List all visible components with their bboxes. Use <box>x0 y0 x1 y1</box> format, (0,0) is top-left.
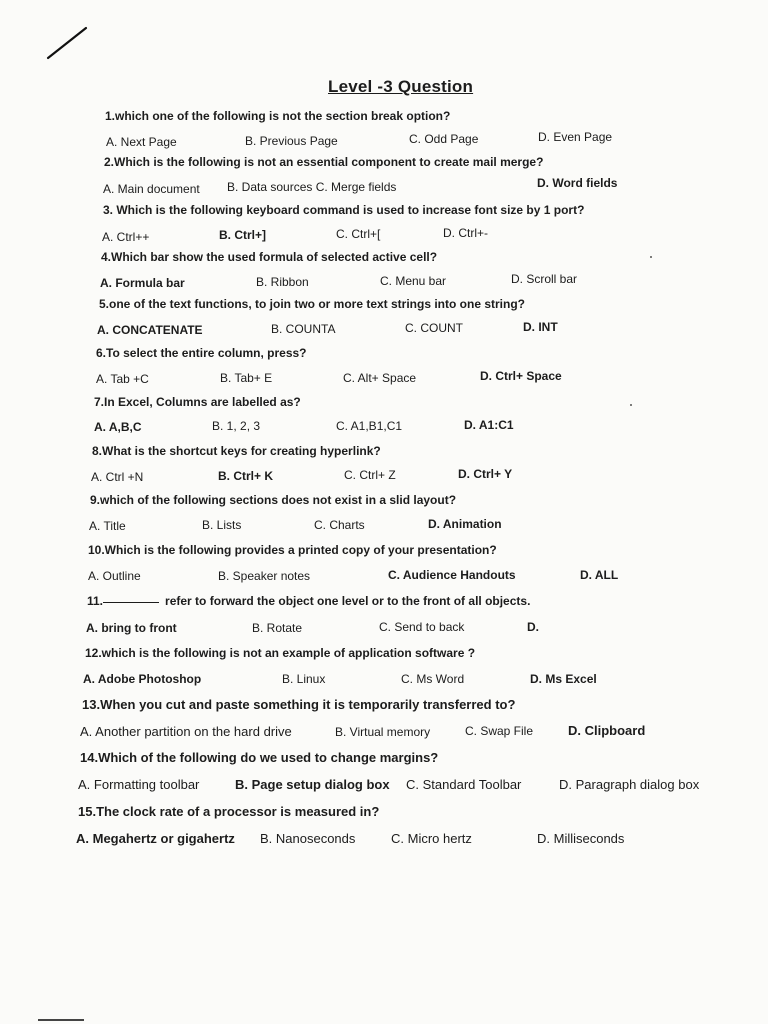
q7-option-b: B. 1, 2, 3 <box>212 419 261 433</box>
q8-option-c: C. Ctrl+ Z <box>344 468 396 482</box>
question-9: 9.which of the following sections does not exist in a slid layout? <box>90 493 457 507</box>
q15-option-a: A. Megahertz or gigahertz <box>76 831 235 846</box>
scan-speck <box>650 256 652 258</box>
q10-option-a: A. Outline <box>88 569 141 583</box>
question-7: 7.In Excel, Columns are labelled as? <box>94 395 301 409</box>
q4-option-a: A. Formula bar <box>100 276 185 290</box>
q9-option-b: B. Lists <box>202 518 242 532</box>
q15-option-d: D. Milliseconds <box>537 831 625 846</box>
q8-option-a: A. Ctrl +N <box>91 470 144 484</box>
q14-option-a: A. Formatting toolbar <box>78 777 200 792</box>
question-1: 1.which one of the following is not the section break option? <box>105 109 451 123</box>
q7-option-d: D. A1:C1 <box>464 418 514 432</box>
q13-option-c: C. Swap File <box>465 724 534 738</box>
q3-option-d: D. Ctrl+- <box>443 226 488 240</box>
q3-option-c: C. Ctrl+[ <box>336 227 381 241</box>
q3-option-a: A. Ctrl++ <box>102 230 150 244</box>
q14-option-c: C. Standard Toolbar <box>406 777 522 792</box>
scan-speck <box>630 404 632 406</box>
question-8: 8.What is the shortcut keys for creating hyperlink? <box>92 444 381 458</box>
q9-option-c: C. Charts <box>314 518 365 532</box>
q10-option-b: B. Speaker notes <box>218 569 311 583</box>
q1-option-c: C. Odd Page <box>409 132 479 146</box>
q8-option-b: B. Ctrl+ K <box>218 469 274 483</box>
q9-option-a: A. Title <box>89 519 126 533</box>
q9-option-d: D. Animation <box>428 517 502 531</box>
q11-option-a: A. bring to front <box>86 621 177 635</box>
q13-option-d: D. Clipboard <box>568 723 646 738</box>
question-12: 12.which is the following is not an example of application software ? <box>85 646 476 660</box>
question-2: 2.Which is the following is not an essential component to create mail merge? <box>104 155 544 169</box>
q13-option-a: A. Another partition on the hard drive <box>80 724 292 739</box>
q12-option-a: A. Adobe Photoshop <box>83 672 202 686</box>
q12-option-d: D. Ms Excel <box>530 672 597 686</box>
q10-option-c: C. Audience Handouts <box>388 568 516 582</box>
q8-option-d: D. Ctrl+ Y <box>458 467 513 481</box>
q11-option-d: D. <box>527 620 539 634</box>
q15-option-b: B. Nanoseconds <box>260 831 356 846</box>
q12-option-c: C. Ms Word <box>401 672 465 686</box>
question-13: 13.When you cut and paste something it is temporarily transferred to? <box>82 697 516 712</box>
q11-option-b: B. Rotate <box>252 621 303 635</box>
q6-option-b: B. Tab+ E <box>220 371 273 385</box>
question-6: 6.To select the entire column, press? <box>96 346 307 360</box>
question-3: 3. Which is the following keyboard command is used to increase font size by 1 port? <box>103 203 585 217</box>
question-15: 15.The clock rate of a processor is measured in? <box>78 804 380 819</box>
q10-option-d: D. ALL <box>580 568 619 582</box>
question-5: 5.one of the text functions, to join two or more text strings into one string? <box>99 297 526 311</box>
q11-option-c: C. Send to back <box>379 620 465 634</box>
q6-option-d: D. Ctrl+ Space <box>480 369 562 383</box>
question-11-text: refer to forward the object one level or to the front of all objects. <box>165 594 531 608</box>
question-4: 4.Which bar show the used formula of selected active cell? <box>101 250 438 264</box>
q5-option-b: B. COUNTA <box>271 322 336 336</box>
q5-option-c: C. COUNT <box>405 321 463 335</box>
q4-option-c: C. Menu bar <box>380 274 447 288</box>
q5-option-d: D. INT <box>523 320 558 334</box>
question-14: 14.Which of the following do we used to change margins? <box>80 750 439 765</box>
q6-option-a: A. Tab +C <box>96 372 149 386</box>
question-11 <box>87 594 530 608</box>
q1-option-d: D. Even Page <box>538 130 613 144</box>
q5-option-a: A. CONCATENATE <box>97 323 203 337</box>
q3-option-b: B. Ctrl+] <box>219 228 267 242</box>
q1-option-a: A. Next Page <box>106 135 177 149</box>
q14-option-b: B. Page setup dialog box <box>235 777 390 792</box>
q4-option-b: B. Ribbon <box>256 275 309 289</box>
q12-option-b: B. Linux <box>282 672 326 686</box>
bottom-edge-mark <box>38 1019 84 1021</box>
q6-option-c: C. Alt+ Space <box>343 371 417 385</box>
q4-option-d: D. Scroll bar <box>511 272 578 286</box>
q7-option-a: A. A,B,C <box>94 420 142 434</box>
question-10: 10.Which is the following provides a printed copy of your presentation? <box>88 543 497 557</box>
q13-option-b: B. Virtual memory <box>335 725 431 739</box>
fill-in-blank <box>103 602 159 603</box>
q15-option-c: C. Micro hertz <box>391 831 472 846</box>
question-11-number: 11. <box>87 594 104 608</box>
q1-option-b: B. Previous Page <box>245 134 338 148</box>
q14-option-d: D. Paragraph dialog box <box>559 777 700 792</box>
q2-option-a: A. Main document <box>103 182 200 196</box>
pen-stroke-mark <box>44 22 90 62</box>
page-title: Level -3 Question <box>328 77 474 96</box>
q2-option-d: D. Word fields <box>537 176 618 190</box>
q7-option-c: C. A1,B1,C1 <box>336 419 403 433</box>
q2-option-bc: B. Data sources C. Merge fields <box>227 180 397 194</box>
